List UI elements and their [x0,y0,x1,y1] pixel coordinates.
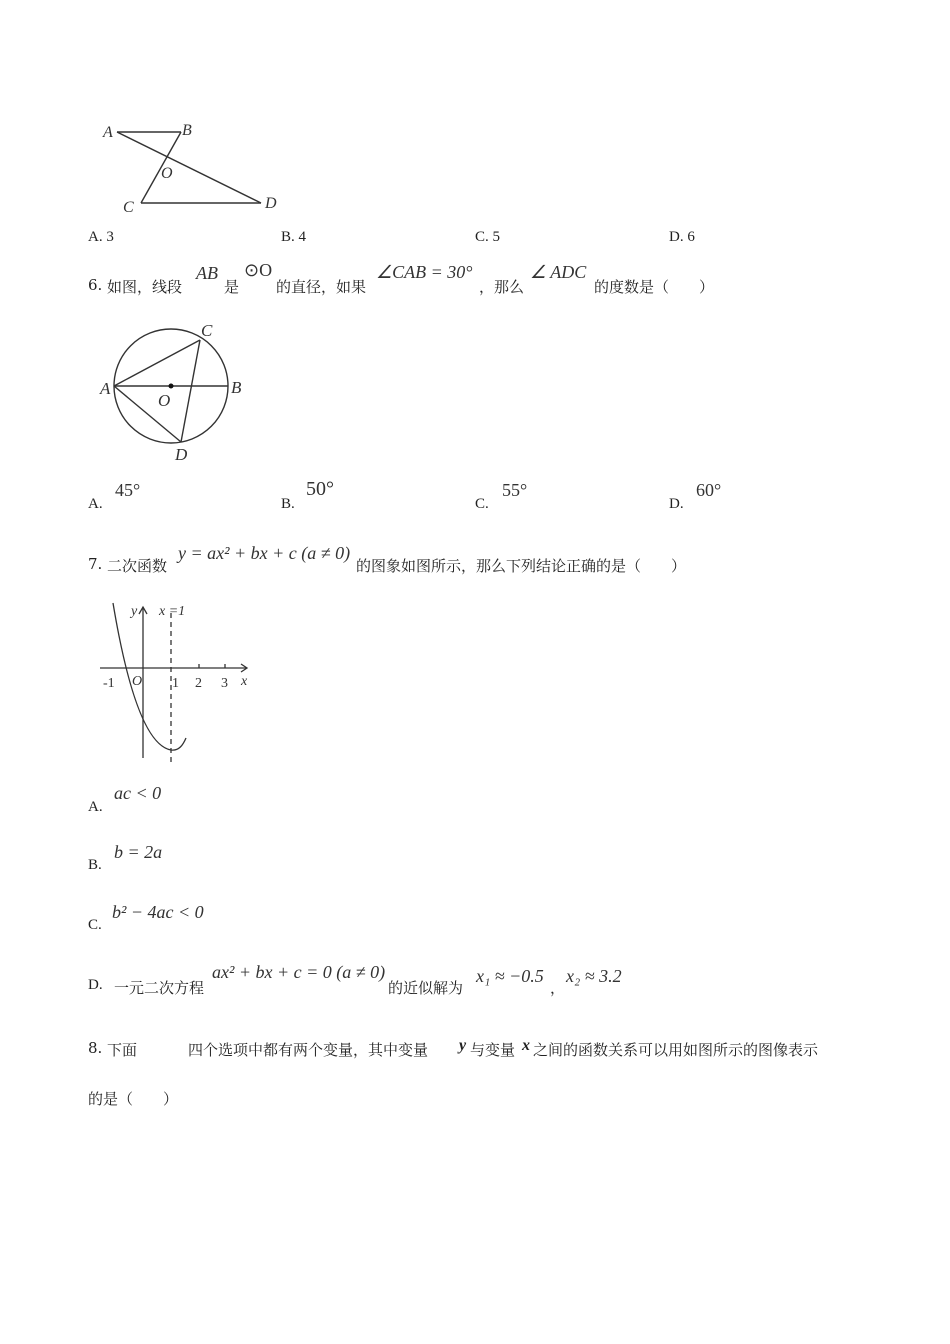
tick-label-3: 3 [221,676,228,691]
q7-option-b-math: b = 2a [114,842,163,862]
q7-option-d-root-1: x₁ ≈ −0.5 [476,966,544,986]
center-point [169,384,174,389]
q7-option-c-label: C. [88,917,102,933]
q7-option-d-equation: ax² + bx + c = 0 (a ≠ 0) [212,962,386,982]
q6-number: 6. [88,276,103,294]
q7-option-d-text-2: 的近似解为 [388,979,464,997]
line-label: x =1 [159,604,186,619]
q8-text-2: 四个选项中都有两个变量，其中变量 [188,1041,429,1059]
q7-text-1: 二次函数 [107,557,168,575]
q6-text-4: ，那么 [479,278,525,296]
tick-label-1: 1 [172,676,179,691]
x-axis-label: x [241,674,248,689]
q6-text-1: 如图，线段 [107,278,183,296]
label-a: A [103,124,113,141]
label-d: D [265,195,277,212]
chord-ac [114,340,200,386]
label-o: O [158,391,171,410]
q6-math-ab: AB [196,263,218,283]
q7-option-c-math: b² − 4ac < 0 [112,902,204,922]
label-b: B [182,122,192,139]
q6-math-angle-cab: ∠CAB = 30° [376,262,473,282]
q8-var-x: x [522,1037,530,1054]
label-a: A [100,379,111,398]
q6-text-3: 的直径，如果 [276,278,367,296]
origin-label: O [132,674,143,689]
label-c: C [201,321,213,340]
q8-text-3: 与变量 [470,1041,516,1059]
q7-option-a-label: A. [88,799,103,815]
q8-number: 8. [88,1039,103,1057]
chord-ad [114,386,181,442]
q6-option-d-value: 60° [696,480,722,500]
q6-option-c-label: C. [475,496,489,512]
q5-option-b: B. 4 [281,229,307,245]
q7-option-d-text-1: 一元二次方程 [114,979,205,997]
q7-graph [95,595,260,770]
label-b: B [231,378,242,397]
q7-option-d-separator: ， [550,979,566,997]
q5-option-c: C. 5 [475,229,501,245]
q7-option-d-root-2: x₂ ≈ 3.2 [566,966,622,986]
q7-text-2: 的图象如图所示，那么下列结论正确的是（ ） [356,557,687,575]
q7-option-d-label: D. [88,977,103,993]
label-o: O [161,165,173,182]
q6-option-c-value: 55° [502,480,528,500]
q8-var-y: y [459,1037,467,1054]
tick-label-2: 2 [195,676,202,691]
q6-option-b-label: B. [281,496,295,512]
label-d: D [175,445,188,464]
tick-label-neg1: -1 [103,676,115,691]
q7-math-function: y = ax² + bx + c (a ≠ 0) [178,543,351,563]
q5-figure [95,115,295,220]
segment-ad [117,132,261,203]
q5-option-d: D. 6 [669,229,695,245]
q5-option-a: A. 3 [88,229,114,245]
q6-text-5: 的度数是（ ） [594,278,715,296]
q8-text-4: 之间的函数关系可以用如图所示的图像表示 [533,1041,819,1059]
q6-option-d-label: D. [669,496,684,512]
q6-option-a-value: 45° [115,480,141,500]
q6-text-2: 是 [224,278,240,296]
chord-cd [181,340,200,442]
q6-math-circle-o: ⊙O [244,260,273,280]
q7-option-b-label: B. [88,857,102,873]
y-axis-label: y [131,604,138,619]
q6-option-a-label: A. [88,496,103,512]
q8-text-1: 下面 [107,1041,138,1059]
label-c: C [123,199,134,216]
q7-number: 7. [88,555,103,573]
q8-line-2: 的是（ ） [88,1090,179,1108]
q7-option-a-math: ac < 0 [114,783,162,803]
q6-figure [95,318,255,468]
q6-option-b-value: 50° [306,478,334,500]
q6-math-angle-adc: ∠ ADC [530,262,587,282]
